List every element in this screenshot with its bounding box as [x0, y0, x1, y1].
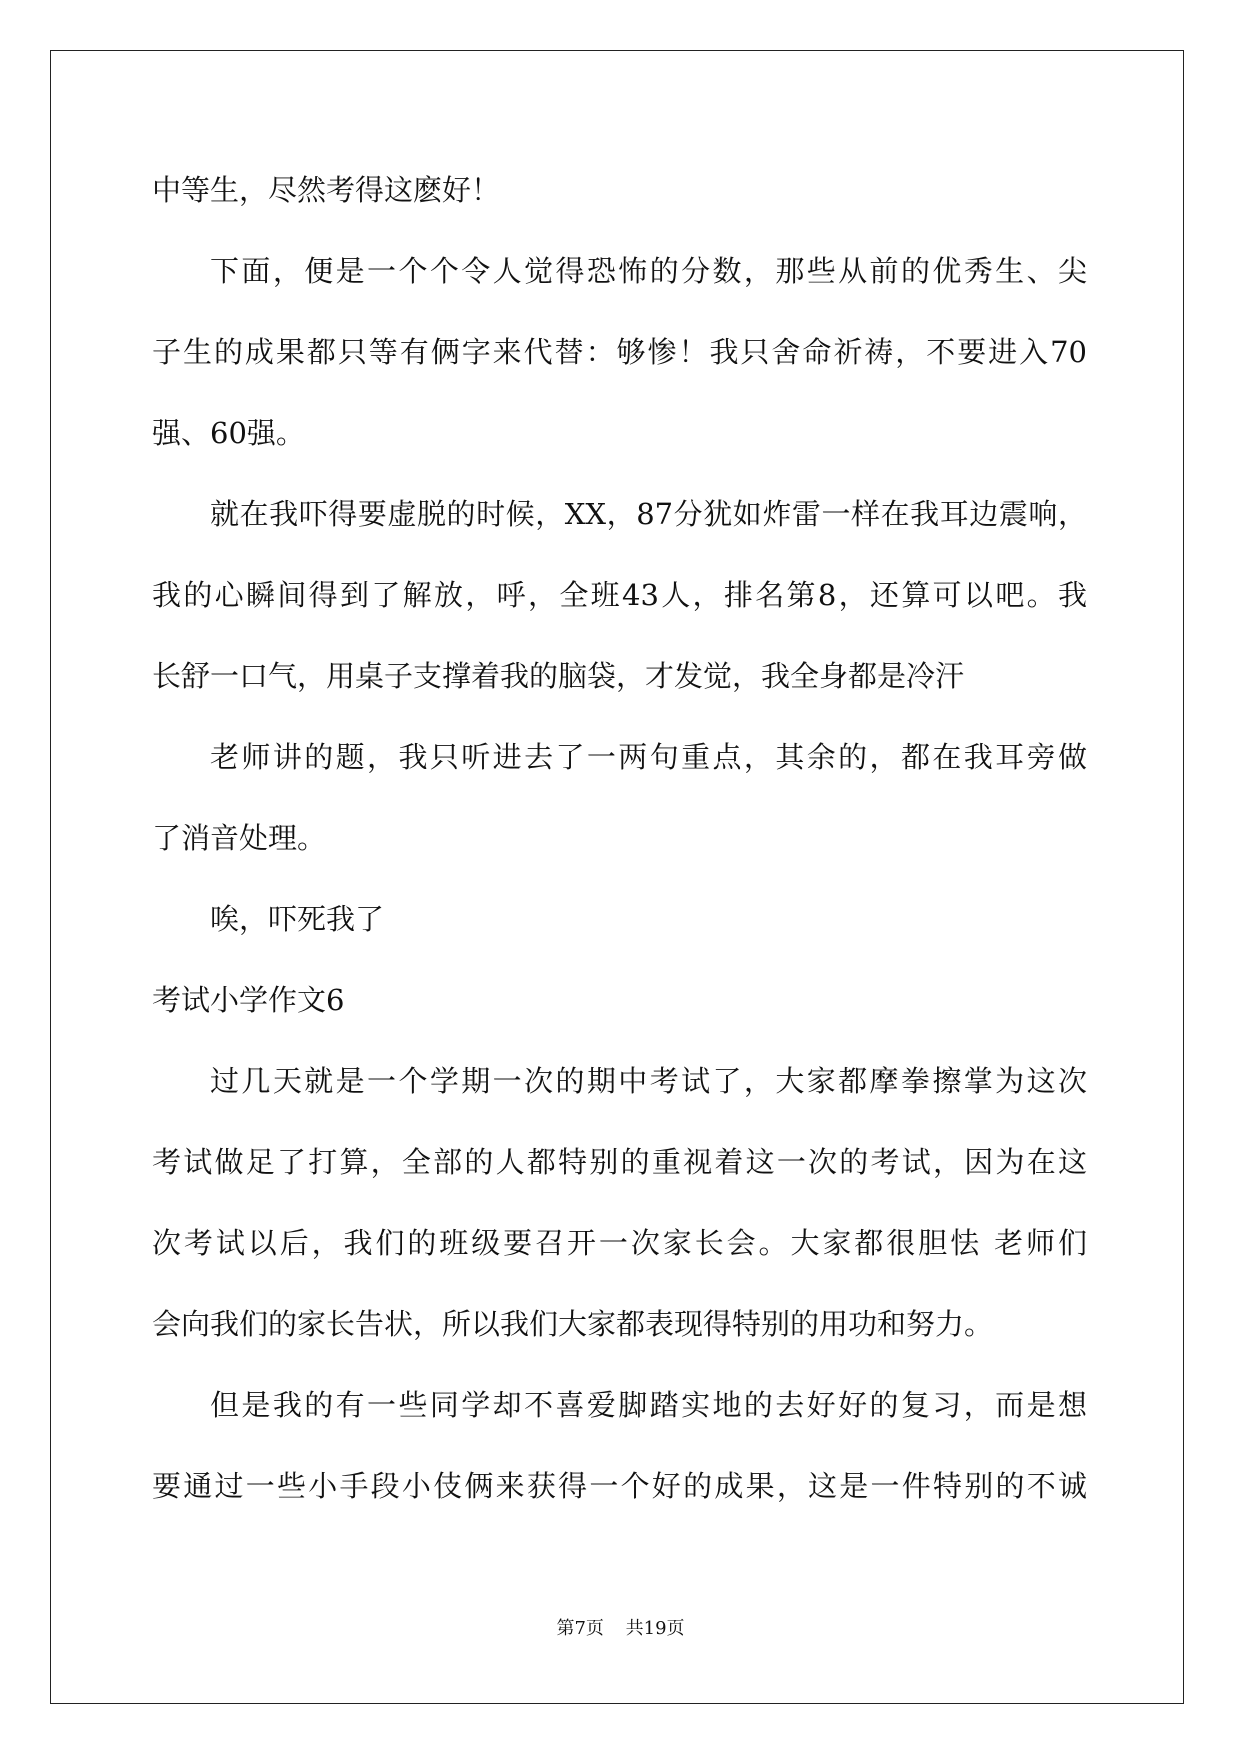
- text-line: 我的心瞬间得到了解放，呼，全班43人，排名第8，还算可以吧。我: [152, 578, 1087, 612]
- page-footer: [0, 1614, 1241, 1640]
- text-line: 考试小学作文6: [152, 983, 345, 1017]
- text-line: 但是我的有一些同学却不喜爱脚踏实地的去好好的复习，而是想: [210, 1388, 1087, 1422]
- text-line: 下面，便是一个个令人觉得恐怖的分数，那些从前的优秀生、尖: [210, 254, 1087, 288]
- text-line: 子生的成果都只等有俩字来代替：够惨！我只舍命祈祷，不要进入70: [152, 335, 1087, 369]
- text-line: 长舒一口气，用桌子支撑着我的脑袋，才发觉，我全身都是冷汗: [152, 659, 965, 693]
- text-line: 次考试以后，我们的班级要召开一次家长会。大家都很胆怯 老师们: [152, 1226, 1087, 1260]
- text-line: 老师讲的题，我只听进去了一两句重点，其余的，都在我耳旁做: [210, 740, 1087, 774]
- text-line: 考试做足了打算，全部的人都特别的重视着这一次的考试，因为在这: [152, 1145, 1087, 1179]
- text-line: 会向我们的家长告状，所以我们大家都表现得特别的用功和努力。: [152, 1307, 994, 1341]
- text-line: 强、60强。: [152, 416, 305, 450]
- text-line: 了消音处理。: [152, 821, 327, 855]
- text-line: 唉，吓死我了: [210, 902, 385, 936]
- page-total: 共19页: [625, 1618, 685, 1639]
- text-line: 就在我吓得要虚脱的时候，XX，87分犹如炸雷一样在我耳边震响，: [210, 497, 1087, 531]
- document-body: [152, 160, 1087, 1537]
- text-line: 中等生，尽然考得这麽好！: [152, 173, 501, 207]
- text-line: 要通过一些小手段小伎俩来获得一个好的成果，这是一件特别的不诚: [152, 1469, 1087, 1503]
- page-number: 第7页: [556, 1618, 604, 1639]
- text-line: 过几天就是一个学期一次的期中考试了，大家都摩拳擦掌为这次: [210, 1064, 1087, 1098]
